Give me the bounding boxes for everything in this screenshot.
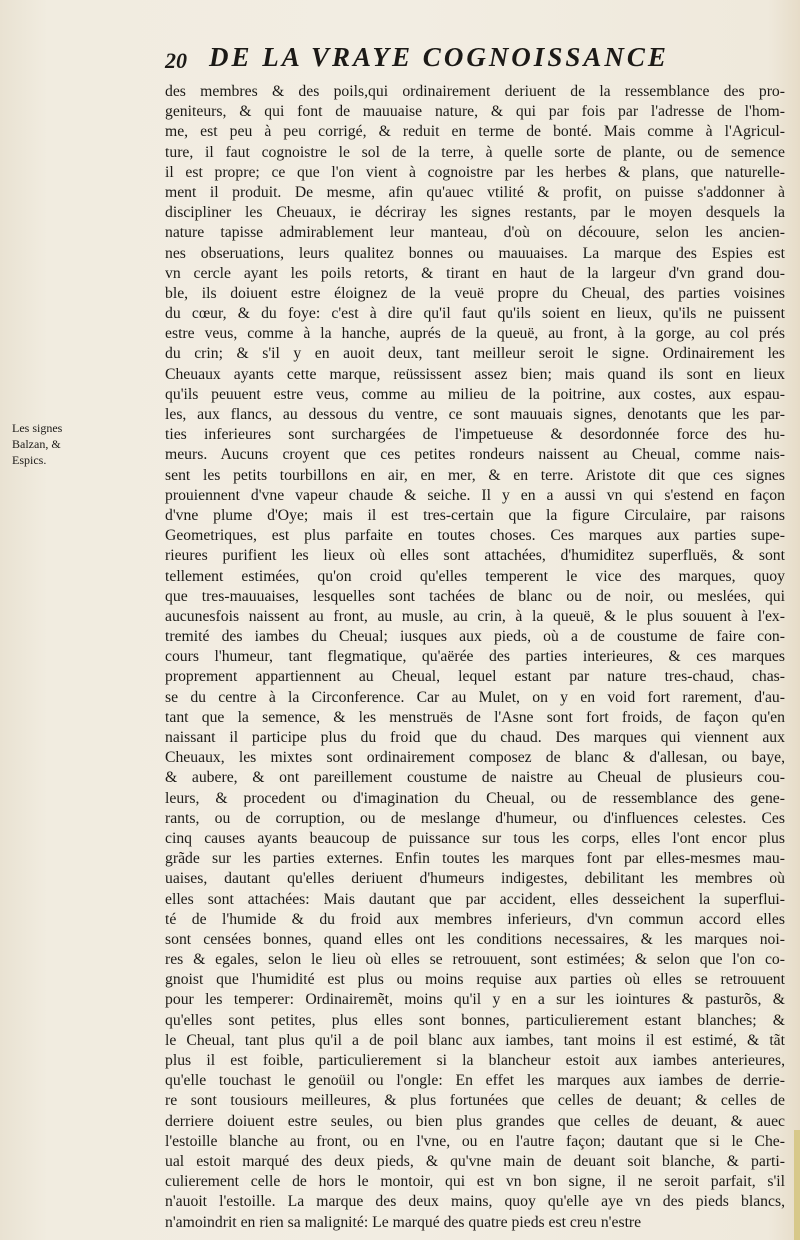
- text-line: Cheuaux, les mixtes sont ordinairement composez de blanc & d'allesan, ou baye,: [165, 749, 785, 767]
- text-line: vn cercle ayant les poils retorts, & tirant en haut de la largeur d'vn grand dou-: [165, 264, 785, 282]
- text-line: des membres & des poils,qui ordinairement deriuent de la ressemblance des pro-: [165, 83, 785, 100]
- text-line: tant que la semence, & les menstruës de l'Asne sont fort froids, de façon qu'en: [165, 708, 785, 726]
- text-line: leurs, & procedent ou d'imagination du Cheual, ou de ressemblance des gene-: [165, 789, 785, 807]
- page-edge-stain: [794, 1130, 800, 1240]
- text-line: n'auoit l'estoille. La marque des deux mains, quoy qu'elle aye vn des pieds blancs,: [165, 1193, 785, 1211]
- text-line: tremité des iambes du Cheual; iusques aux pieds, où a de coustume de faire con-: [165, 628, 785, 646]
- text-line: que tres-mauuaises, lesquelles sont tachées de blanc ou de noir, ou meslées, qui: [165, 587, 785, 605]
- text-line: & aubere, & ont pareillement coustume de naistre au Cheual de plusieurs cou-: [165, 769, 785, 787]
- running-title: DE LA VRAYE COGNOISSANCE: [209, 42, 669, 72]
- text-line: du crin; & s'il y en auoit deux, tant meilleur seroit le signe. Ordinairement les: [165, 345, 785, 363]
- text-line: pour les temperer: Ordinairemẽt, moins qu'il y en a sur les iointures & pasturõs, &: [165, 991, 785, 1009]
- text-line: grãde sur les parties externes. Enfin toutes les marques font par elles-mesmes mau-: [165, 850, 785, 868]
- text-line: ture, il faut cognoistre le sol de la terre, à quelle sorte de plante, ou de semence: [165, 143, 785, 161]
- page-header: [165, 42, 765, 82]
- text-line: derriere doiuent estre seules, ou bien plus grandes que celles de deuant, & auec: [165, 1112, 785, 1130]
- text-line: se du centre à la Circonference. Car au Mulet, on y en void fort rarement, d'au-: [165, 688, 785, 706]
- text-line: n'amoindrit en rien sa malignité: Le marqué des quatre pieds est creu n'estre: [165, 1213, 642, 1231]
- text-line: Cheuaux ayants cette marque, reüssissent assez bien; mais quand ils sont en lieux: [165, 365, 785, 383]
- text-line: estre veus, comme à la hanche, auprés de la queuë, au front, à la gorge, au col prés: [165, 325, 785, 343]
- text-line: ual estoit marqué des deux pieds, & qu'vne main de deuant soit blanche, & parti-: [165, 1152, 785, 1170]
- margin-note: [12, 420, 72, 468]
- text-line: les, aux flancs, au dessous du ventre, ce sont mauuais signes, denotants que les par-: [165, 406, 785, 423]
- text-line: du cœur, & du foye: c'est à dire qu'il faut qu'ils soient en lieux, qu'ils ne puissent: [165, 305, 785, 323]
- text-line: l'estoille blanche au front, ou en l'vne, ou en l'autre façon; dautant que si le Che-: [165, 1132, 785, 1150]
- text-line: le Cheual, tant plus qu'il a de poil blanc aux iambes, tant moins il est estimé, & tãt: [165, 1031, 785, 1049]
- text-line: res & egales, selon le lieu où elles se retrouuent, sont estimées; & selon que l'on co-: [165, 951, 785, 969]
- text-line: culierement celle de hors le montoir, qui est vn bon signe, il ne seroit parfait, s'il: [165, 1173, 785, 1191]
- text-line: té de l'humide & du froid aux membres inferieurs, d'vn commun accord elles: [165, 910, 785, 928]
- text-line: plus il est foible, particulierement si la blancheur estoit aux iambes anterieures,: [165, 1052, 785, 1069]
- text-line: elles sont attachées: Mais dautant que par accident, elles desseichent la superflui-: [165, 890, 785, 908]
- text-line: ble, ils doiuent estre éloignez de la veuë propre du Cheual, des parties voisines: [165, 284, 785, 302]
- text-line: discipliner les Cheuaux, ie décriray les signes restants, par le moyen desquels la: [165, 204, 785, 222]
- text-line: nature tapisse admirablement leur manteau, d'où on découure, selon les ancien-: [165, 224, 785, 242]
- text-line: sont censées bonnes, quand elles ont les conditions necessaires, & les marques noi-: [165, 930, 785, 948]
- text-line: me, est peu à peu corrigé, & reduit en terme de bonté. Mais comme à l'Agricul-: [165, 123, 785, 141]
- text-line: qu'elles sont petites, plus elles sont bonnes, particulierement estant blanches; &: [165, 1011, 785, 1029]
- text-line: rants, ou de corruption, ou de meslange d'humeur, ou d'influences celestes. Ces: [165, 809, 785, 827]
- text-line: ties inferieures sont surchargées de l'impetueuse & desordonnée force des hu-: [165, 426, 785, 444]
- text-line: tellement estimées, qu'on croid qu'elles temperent le vice des marques, quoy: [165, 567, 785, 585]
- text-line: proprement appartiennent au Cheual, lequel estant par nature tres-chaud, chas-: [165, 668, 785, 686]
- text-line: aucunesfois naissent au front, au musle, au crin, à la queuë, & le plus souuent à l'ex-: [165, 607, 785, 625]
- text-line: qu'ils peuuent estre veus, comme au milieu de la poitrine, aux costes, aux espau-: [165, 385, 785, 403]
- page-number: 20: [165, 48, 187, 73]
- text-line: naissant il participe plus du froid que du chaud. Des marques qui viennent aux: [165, 729, 785, 746]
- text-line: il est propre; ce que l'on vient à cognoistre par les herbes & plans, que naturelle-: [165, 163, 785, 181]
- text-line: geniteurs, & qui font de mauuaise nature, & qui par fois par l'adresse de l'hom-: [165, 103, 785, 121]
- body-text: [165, 82, 785, 1233]
- text-line: meurs. Aucuns croyent que ces petites rondeurs naissent au Cheual, comme nais-: [165, 446, 785, 464]
- text-line: sent les petits tourbillons en air, en mer, & en terre. Aristote dit que ces signes: [165, 466, 785, 484]
- margin-note-line: Balzan, &: [12, 437, 61, 451]
- text-line: re sont tousiours meilleures, & plus fortunées que celles de deuant; & celles de: [165, 1092, 785, 1110]
- text-line: cinq causes ayants beaucoup de puissance sur tous les corps, elles l'ont encor plus: [165, 829, 785, 847]
- text-line: nes obseruations, leurs qualitez bonnes ou mauuaises. La marque des Espies est: [165, 244, 785, 262]
- text-line: d'vne plume d'Oye; mais il est tres-certain que la figure Circulaire, par raisons: [165, 506, 785, 524]
- text-line: cours l'humeur, tant flegmatique, qu'aërée des parties interieures, & ces marques: [165, 648, 785, 666]
- text-line: gnoist que l'humidité est plus ou moins requise aux parties où elles se retrouuent: [165, 971, 785, 989]
- margin-note-line: Espics.: [12, 453, 47, 467]
- text-line: qu'elle touchast le genoüil ou l'ongle: En effet les marques aux iambes de derrie-: [165, 1072, 785, 1090]
- text-line: prouiennent d'vne vapeur chaude & seiche. Il y en a aussi vn qui s'estend en façon: [165, 486, 785, 504]
- text-line: rieures purifient les lieux où elles sont attachées, d'humiditez superfluës, & sont: [165, 547, 785, 565]
- text-line: Geometriques, est plus parfaite en toutes choses. Ces marques aux parties supe-: [165, 527, 785, 545]
- text-line: uaises, dautant qu'elles deriuent d'humeurs indigestes, debilitant les membres où: [165, 870, 785, 888]
- text-line: ment il produit. De mesme, afin qu'auec vtilité & profit, on puisse s'addonner à: [165, 183, 785, 201]
- margin-note-line: Les signes: [12, 421, 63, 435]
